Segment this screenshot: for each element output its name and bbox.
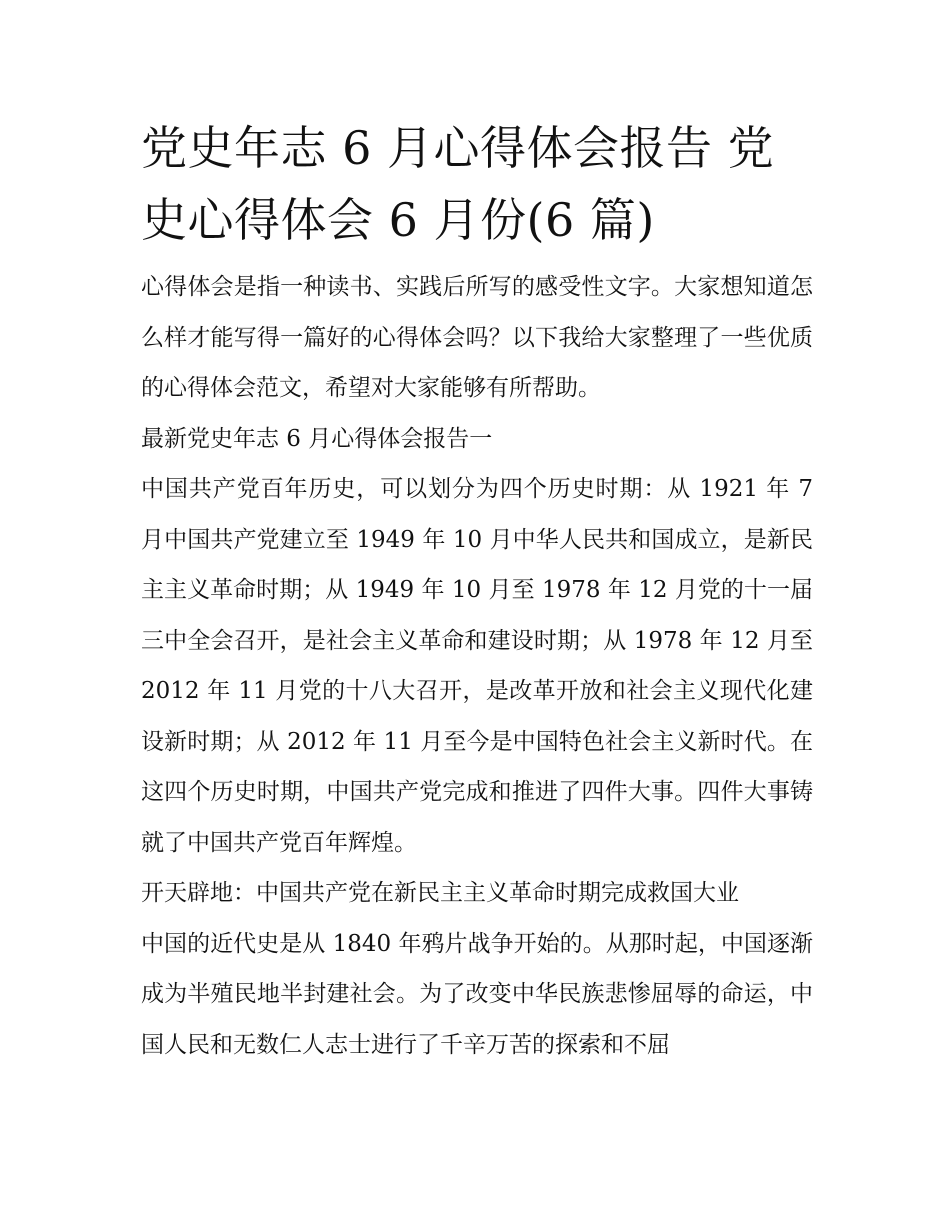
subsection-heading: 开天辟地：中国共产党在新民主主义革命时期完成救国大业 bbox=[141, 880, 739, 906]
intro-paragraph: 心得体会是指一种读书、实践后所写的感受性文字。大家想知道怎么样才能写得一篇好的心得体会吗？以下我给大家整理了一些优质的心得体会范文，希望对大家能够有所帮助。 bbox=[141, 274, 813, 401]
document-title: 党史年志 6 月心得体会报告 党史心得体会 6 月份(6 篇) bbox=[141, 121, 775, 247]
body-paragraph: 中国共产党百年历史，可以划分为四个历史时期：从 1921 年 7 月中国共产党建立至 1949 年 10 月中华人民共和国成立，是新民主主义革命时期；从 1949 年 10 月至 1978 年 12 月党的十一届三中全会召开，是社会主义革命和建设时期；从 1978 年 12 月至 2012 年 11 月党的十八大召开，是改革开放和社会主义现代化建设新时期；从 2012 年 11 月至今是中国特色社会主义新时代。在这四个历史时期，中国共产党完成和推进了四件大事。四件大事铸就了中国共产党百年辉煌。 bbox=[141, 476, 813, 856]
body-paragraph: 中国的近代史是从 1840 年鸦片战争开始的。从那时起，中国逐渐成为半殖民地半封建社会。为了改变中华民族悲惨屈辱的命运，中国人民和无数仁人志士进行了千辛万苦的探索和不屈 bbox=[141, 930, 813, 1058]
section-heading: 最新党史年志 6 月心得体会报告一 bbox=[141, 425, 493, 452]
document-page bbox=[141, 112, 813, 1070]
